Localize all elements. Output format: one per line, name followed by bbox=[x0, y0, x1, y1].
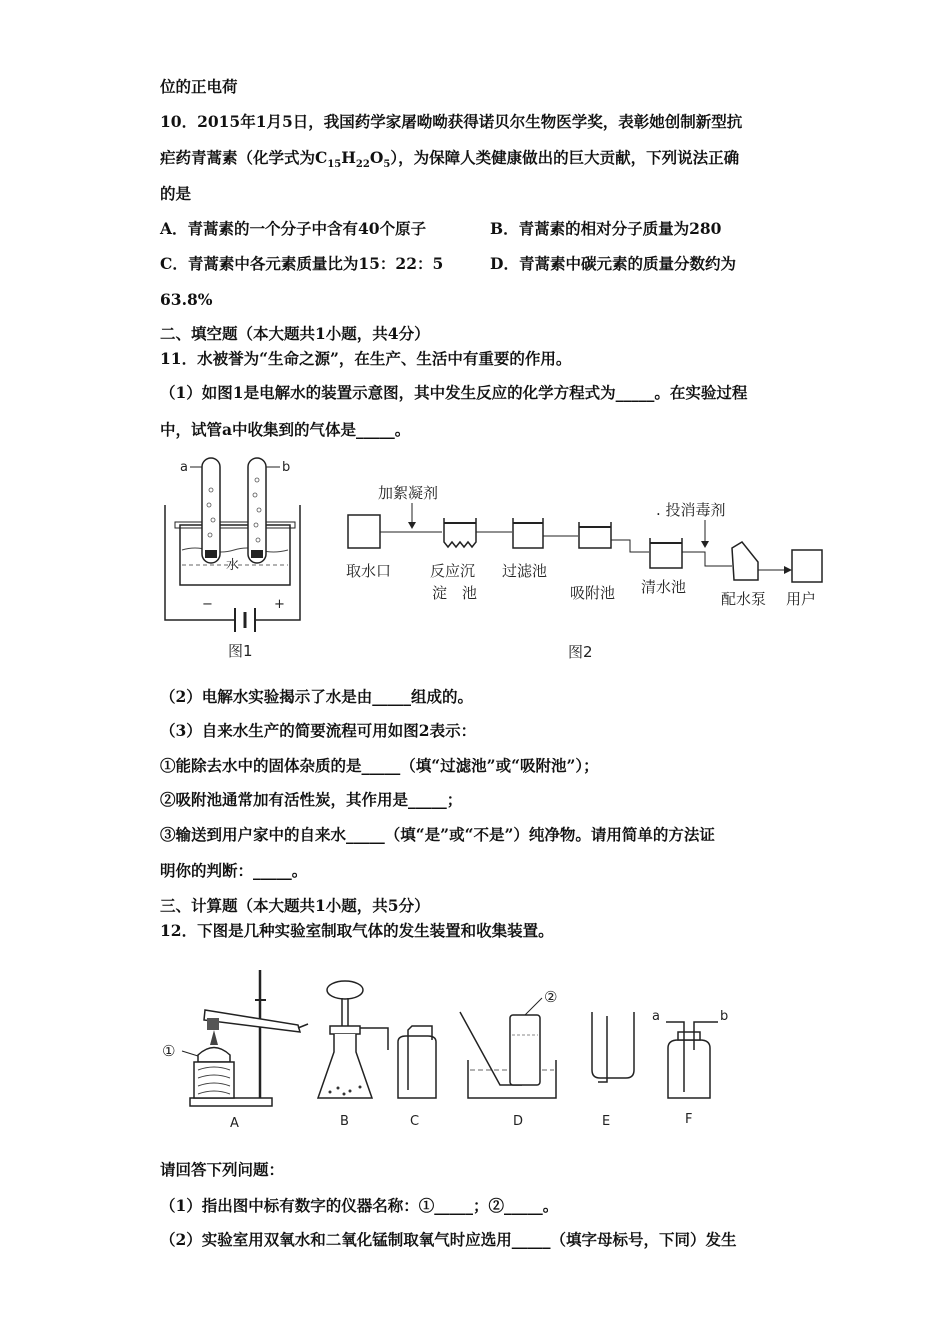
label-pump: 配水泵 bbox=[721, 590, 767, 608]
label-reaction-1: 反应沉 bbox=[430, 562, 476, 580]
label-clear-water: 清水池 bbox=[641, 578, 687, 596]
question-10-line-3: 的是 bbox=[160, 184, 192, 203]
apparatus-b bbox=[318, 981, 388, 1129]
apparatus-f bbox=[652, 1009, 728, 1127]
section-3-heading: 三、计算题（本大题共1小题，共5分） bbox=[160, 896, 430, 915]
label-intake: 取水口 bbox=[346, 562, 392, 580]
figure-2-caption: 图2 bbox=[568, 643, 593, 661]
label-minus: − bbox=[202, 597, 213, 612]
user-box bbox=[792, 550, 822, 582]
label-a-letter: A bbox=[230, 1116, 239, 1131]
pipe-4 bbox=[611, 540, 649, 552]
text-segment: 疟药青蒿素（化学式为C bbox=[160, 148, 328, 167]
arrowhead-user bbox=[784, 566, 792, 574]
label-b-letter: B bbox=[340, 1114, 349, 1129]
text-segment: ），为保障人类健康做出的巨大贡献，下列说法正确 bbox=[390, 148, 740, 167]
label-a: a bbox=[180, 460, 188, 475]
mark-2: ② bbox=[544, 988, 558, 1006]
label-f-letter: F bbox=[685, 1112, 693, 1127]
intake-box bbox=[348, 515, 380, 548]
label-reaction-2: 淀 池 bbox=[432, 584, 478, 602]
label-user: 用户 bbox=[786, 590, 817, 608]
question-11-part-1-line-2: 中，试管a中收集到的气体是_____。 bbox=[160, 420, 411, 439]
electrode-b bbox=[251, 550, 263, 558]
option-d: D．青蒿素中碳元素的质量分数约为 bbox=[490, 254, 736, 273]
figure-1-electrolysis bbox=[160, 450, 320, 665]
question-12-part-1: （1）指出图中标有数字的仪器名称：①_____；②_____。 bbox=[160, 1196, 559, 1215]
label-e-letter: E bbox=[602, 1114, 611, 1129]
question-11-line-1: 11．水被誉为“生命之源”，在生产、生活中有重要的作用。 bbox=[160, 349, 572, 368]
apparatus-a bbox=[162, 970, 308, 1106]
apparatus-d bbox=[460, 988, 557, 1129]
apparatus-e bbox=[592, 1012, 634, 1129]
subscript-c: 15 bbox=[327, 159, 342, 171]
label-c-letter: C bbox=[410, 1114, 420, 1129]
label-disinfectant: . 投消毒剂 bbox=[656, 501, 726, 519]
water-surface bbox=[182, 548, 288, 552]
label-coagulant: 加絮凝剂 bbox=[378, 484, 439, 502]
adsorption-tank bbox=[579, 522, 611, 548]
text-line-continuation: 位的正电荷 bbox=[160, 77, 238, 96]
figure-2-water-treatment bbox=[340, 470, 840, 665]
figure-1-caption: 图1 bbox=[228, 642, 253, 660]
mark-1: ① bbox=[162, 1042, 176, 1060]
option-b: B．青蒿素的相对分子质量为280 bbox=[490, 219, 722, 238]
question-11-part-3-item-3: ③输送到用户家中的自来水_____（填“是”或“不是”）纯净物。请用简单的方法证 bbox=[160, 825, 715, 844]
subscript-h: 22 bbox=[355, 159, 370, 171]
label-b: b bbox=[282, 460, 291, 475]
question-12-prompt: 请回答下列问题： bbox=[160, 1160, 285, 1179]
section-2-heading: 二、填空题（本大题共1小题，共4分） bbox=[160, 324, 430, 343]
apparatus-c bbox=[398, 1026, 436, 1129]
question-12-line-1: 12．下图是几种实验室制取气体的发生装置和收集装置。 bbox=[160, 921, 554, 940]
pipe-5 bbox=[682, 552, 732, 566]
label-water: 水 bbox=[226, 558, 240, 573]
subscript-o: 5 bbox=[383, 159, 391, 171]
label-adsorb: 吸附池 bbox=[570, 584, 616, 602]
question-11-part-3-item-3-cont: 明你的判断：_____。 bbox=[160, 861, 308, 880]
test-tube-a bbox=[202, 458, 220, 563]
electrode-a bbox=[205, 550, 217, 558]
arrowhead-disinfectant bbox=[701, 541, 709, 548]
label-d-letter: D bbox=[513, 1114, 524, 1129]
water-pump bbox=[732, 542, 758, 580]
question-11-part-2: （2）电解水实验揭示了水是由_____组成的。 bbox=[160, 687, 474, 706]
arrowhead-coagulant bbox=[408, 522, 416, 529]
question-11-part-3-item-2: ②吸附池通常加有活性炭，其作用是_____； bbox=[160, 790, 463, 809]
question-11-part-1-line-1: （1）如图1是电解水的装置示意图，其中发生反应的化学方程式为_____。在实验过程 bbox=[160, 383, 748, 402]
text-segment: O bbox=[369, 148, 384, 167]
question-12-part-2: （2）实验室用双氧水和二氧化锰制取氧气时应选用_____（填字母标号，下同）发生 bbox=[160, 1230, 737, 1249]
text-segment: H bbox=[341, 148, 356, 167]
label-f-a: a bbox=[652, 1009, 660, 1024]
option-c: C．青蒿素中各元素质量比为15：22：5 bbox=[160, 254, 444, 273]
water-trough bbox=[180, 525, 290, 585]
question-11-part-3-item-1: ①能除去水中的固体杂质的是_____（填“过滤池”或“吸附池”）； bbox=[160, 756, 599, 775]
question-11-part-3: （3）自来水生产的简要流程可用如图2表示： bbox=[160, 721, 477, 740]
question-10-line-2 bbox=[160, 148, 739, 175]
option-a: A．青蒿素的一个分子中含有40个原子 bbox=[160, 219, 427, 238]
option-d-continuation: 63.8% bbox=[160, 290, 213, 309]
figure-gas-apparatus bbox=[160, 960, 760, 1135]
label-plus: + bbox=[274, 597, 285, 612]
label-f-b: b bbox=[720, 1009, 729, 1024]
question-10-line-1: 10．2015年1月5日，我国药学家屠呦呦获得诺贝尔生物医学奖，表彰她创制新型抗 bbox=[160, 112, 743, 131]
label-filter: 过滤池 bbox=[502, 562, 548, 580]
